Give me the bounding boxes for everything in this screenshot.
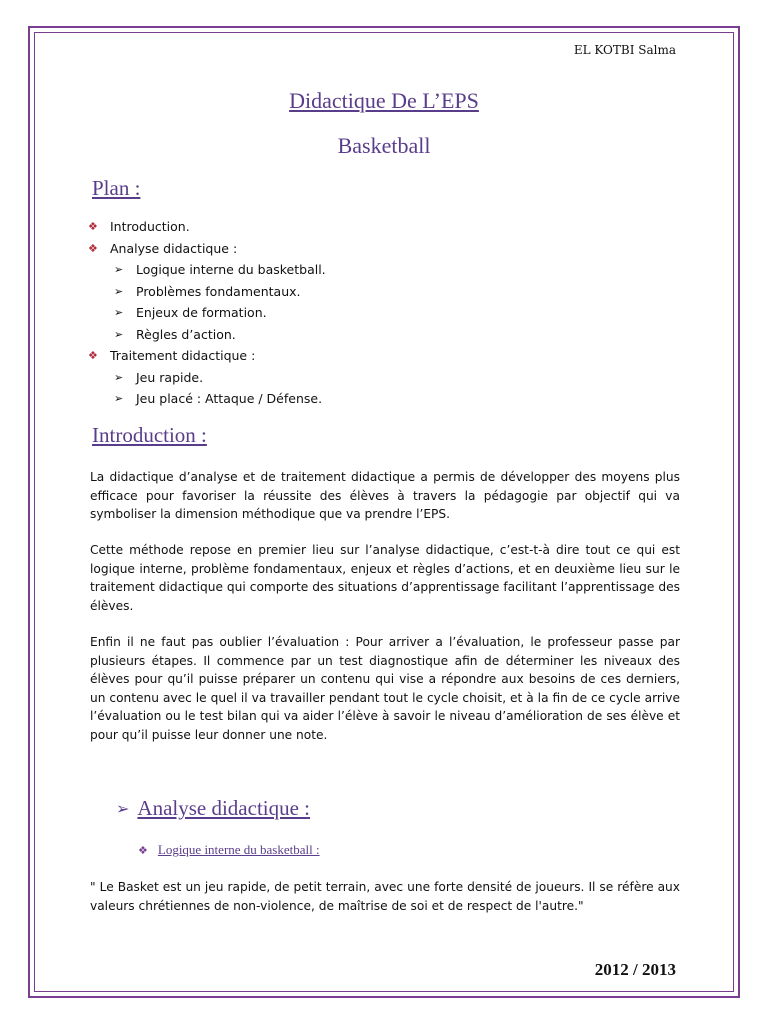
plan-subitem	[88, 302, 326, 324]
analyse-heading-text: Analyse didactique :	[137, 796, 311, 820]
arrow-icon: ➢	[114, 284, 124, 298]
arrow-icon: ➢	[114, 263, 124, 276]
plan-item-label: Logique interne du basketball.	[136, 262, 326, 277]
arrow-icon: ➢	[114, 306, 124, 319]
diamond-icon: ❖	[88, 349, 98, 362]
document-title	[0, 88, 768, 114]
diamond-icon: ❖	[88, 220, 98, 233]
diamond-icon: ❖	[88, 241, 98, 255]
plan-item-label: Analyse didactique :	[110, 240, 238, 256]
plan-subitem	[88, 324, 326, 346]
arrow-icon: ➢	[114, 392, 124, 405]
document-title-text: Didactique De L’EPS	[289, 88, 479, 113]
plan-heading: Plan :	[92, 176, 141, 200]
introduction-heading: Introduction :	[92, 423, 207, 447]
intro-paragraph-2: Cette méthode repose en premier lieu sur l’analyse didactique, c’est-t-à dire tout ce qui est logique interne, problème fondamentaux, enjeux et règles d’actions, et en deuxième lieu sur le traitement didactique qui comporte des situations d’apprentissage facilitant l’apprentissage des élèves.	[90, 543, 680, 613]
plan-item-label: Règles d’action.	[136, 326, 236, 342]
analyse-heading	[116, 796, 310, 821]
arrow-icon: ➢	[114, 327, 124, 341]
plan-item-label: Jeu placé : Attaque / Défense.	[136, 391, 323, 406]
document-subtitle: Basketball	[337, 133, 431, 158]
plan-item-label: Problèmes fondamentaux.	[136, 283, 301, 299]
plan-subitem	[88, 281, 326, 303]
arrow-icon: ➢	[116, 800, 130, 818]
arrow-icon: ➢	[114, 370, 124, 384]
plan-item	[88, 216, 326, 238]
plan-item-label: Jeu rapide.	[136, 369, 204, 385]
plan-list	[88, 216, 326, 410]
plan-item	[88, 238, 326, 260]
intro-paragraph-3: Enfin il ne faut pas oublier l’évaluation : Pour arriver a l’évaluation, le professeur passe par plusieurs étapes. Il commence par un test diagnostique afin de déterminer les niveaux des élèves pour qu’il puisse préparer un contenu qui vise a répondre aux besoins de ces derniers, un contenu avec le quel il va travailler pendant tout le cycle choisit, et à la fin de ce cycle arrive l’évaluation ou le test bilan qui va aider l’élève à savoir le niveau d’amélioration de ses élève et pour qu’il puisse leur donner une note.	[90, 635, 680, 742]
academic-year: 2012 / 2013	[594, 960, 676, 979]
plan-subitem	[88, 388, 326, 410]
plan-item-label: Introduction.	[110, 219, 190, 234]
logique-subheading-text: Logique interne du basketball :	[157, 842, 320, 857]
diamond-icon: ❖	[138, 844, 148, 857]
author-name: EL KOTBI Salma	[573, 43, 676, 57]
intro-paragraph-1: La didactique d’analyse et de traitement didactique a permis de développer des moyens plus efficace pour favoriser la réussite des élèves à travers la pédagogie par objectif qui va symboliser la dimension méthodique que va prendre l’EPS.	[90, 470, 680, 521]
plan-item-label: Traitement didactique :	[110, 348, 256, 363]
plan-subitem	[88, 259, 326, 281]
logique-subheading	[138, 842, 320, 858]
plan-item-label: Enjeux de formation.	[136, 305, 267, 320]
basket-quote: " Le Basket est un jeu rapide, de petit terrain, avec une forte densité de joueurs. Il se réfère aux valeurs chrétiennes de non-violence, de maîtrise de soi et de respect de l'autre."	[90, 880, 680, 913]
plan-item	[88, 345, 326, 367]
plan-subitem	[88, 367, 326, 389]
